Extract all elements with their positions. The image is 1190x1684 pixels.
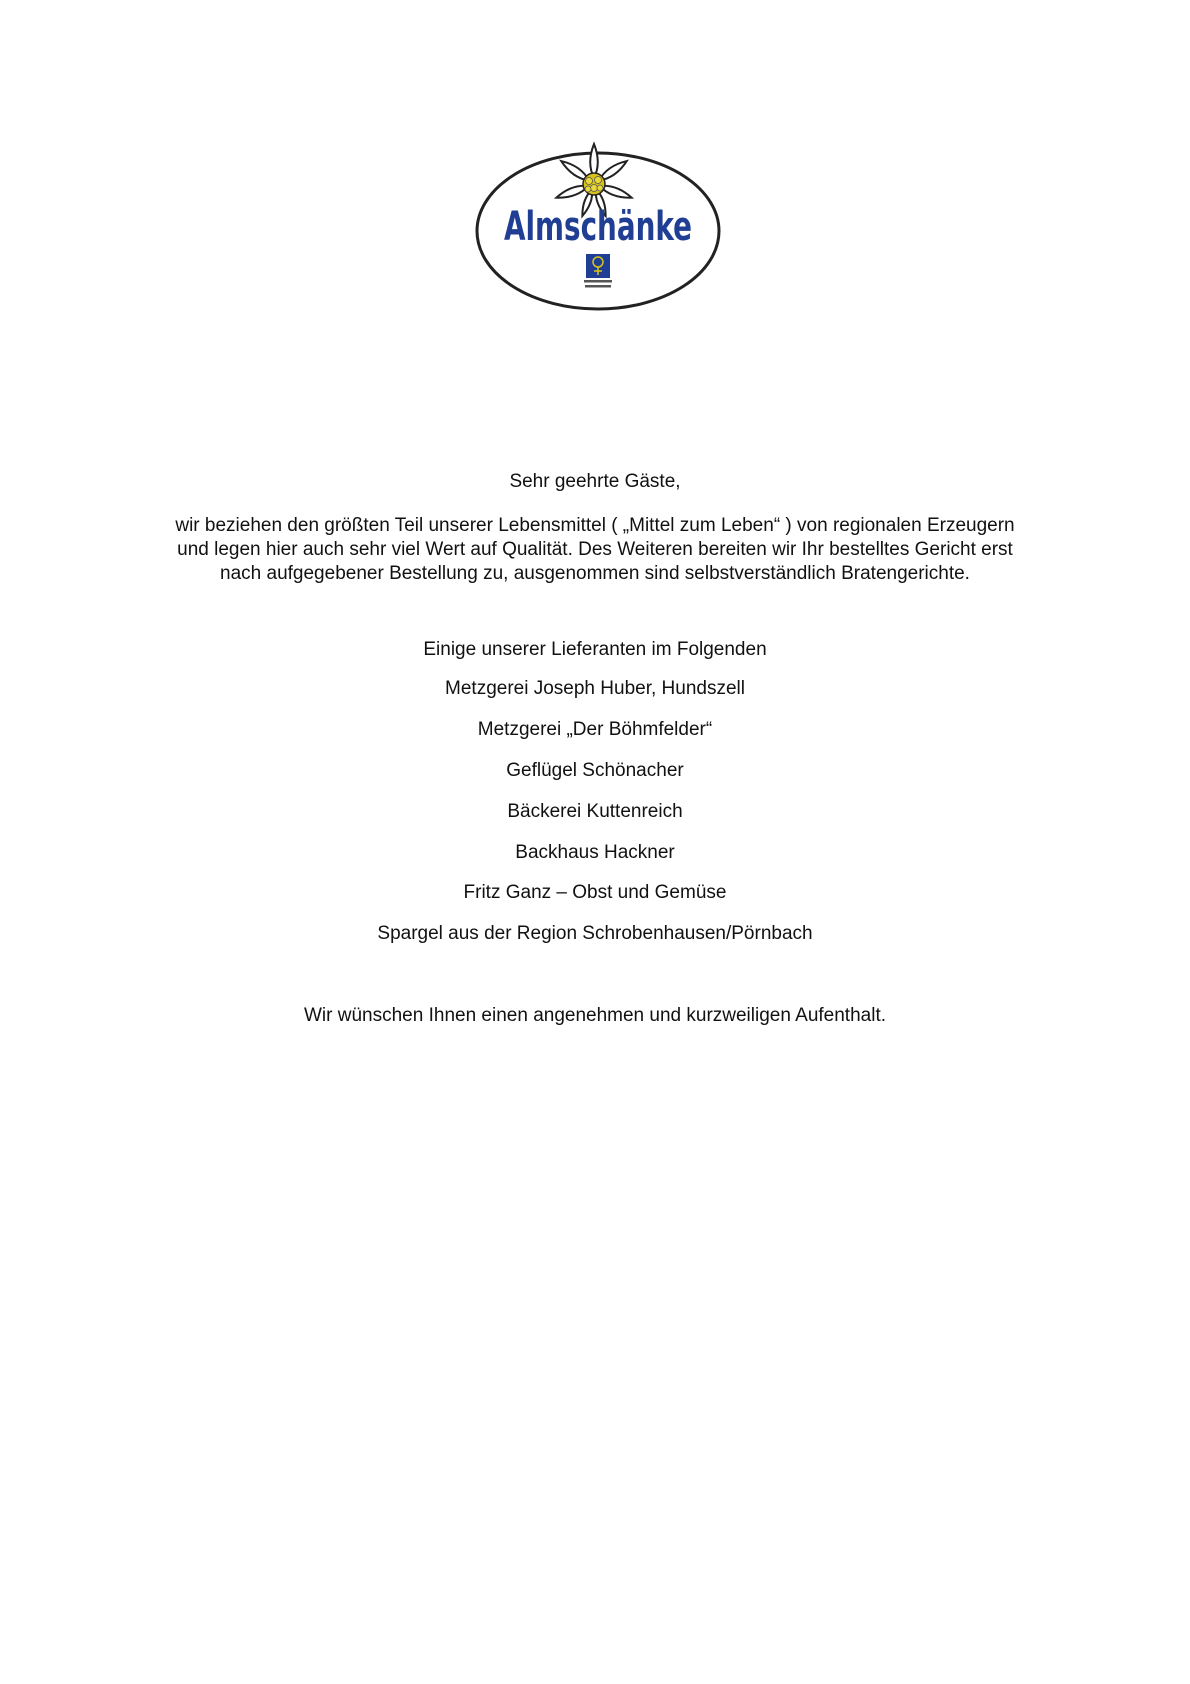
- intro-line: und legen hier auch sehr viel Wert auf Qualität. Des Weiteren bereiten wir Ihr bestelltes Gericht erst: [177, 539, 1013, 560]
- greeting: Sehr geehrte Gäste,: [509, 471, 681, 492]
- intro-line: nach aufgegebener Bestellung zu, ausgenommen sind selbstverständlich Bratengerichte.: [220, 563, 970, 584]
- almschaenke-logo: [472, 138, 726, 318]
- supplier-item: Fritz Ganz – Obst und Gemüse: [463, 882, 727, 903]
- suppliers-heading: Einige unserer Lieferanten im Folgenden: [423, 639, 767, 660]
- supplier-item: Metzgerei Joseph Huber, Hundszell: [445, 678, 745, 699]
- closing-line: Wir wünschen Ihnen einen angenehmen und kurzweiligen Aufenthalt.: [304, 1005, 886, 1026]
- logo-brand-text: Almschänke: [504, 204, 692, 250]
- regional-badge-icon: [584, 254, 612, 288]
- supplier-item: Geflügel Schönacher: [506, 760, 684, 781]
- supplier-item: Spargel aus der Region Schrobenhausen/Pörnbach: [377, 923, 813, 944]
- supplier-item: Bäckerei Kuttenreich: [507, 801, 683, 822]
- supplier-item: Metzgerei „Der Böhmfelder“: [477, 719, 713, 740]
- supplier-item: Backhaus Hackner: [515, 842, 675, 863]
- intro-line: wir beziehen den größten Teil unserer Lebensmittel ( „Mittel zum Leben“ ) von regionalen Erzeugern: [175, 515, 1015, 536]
- logo-emblem: [472, 138, 726, 318]
